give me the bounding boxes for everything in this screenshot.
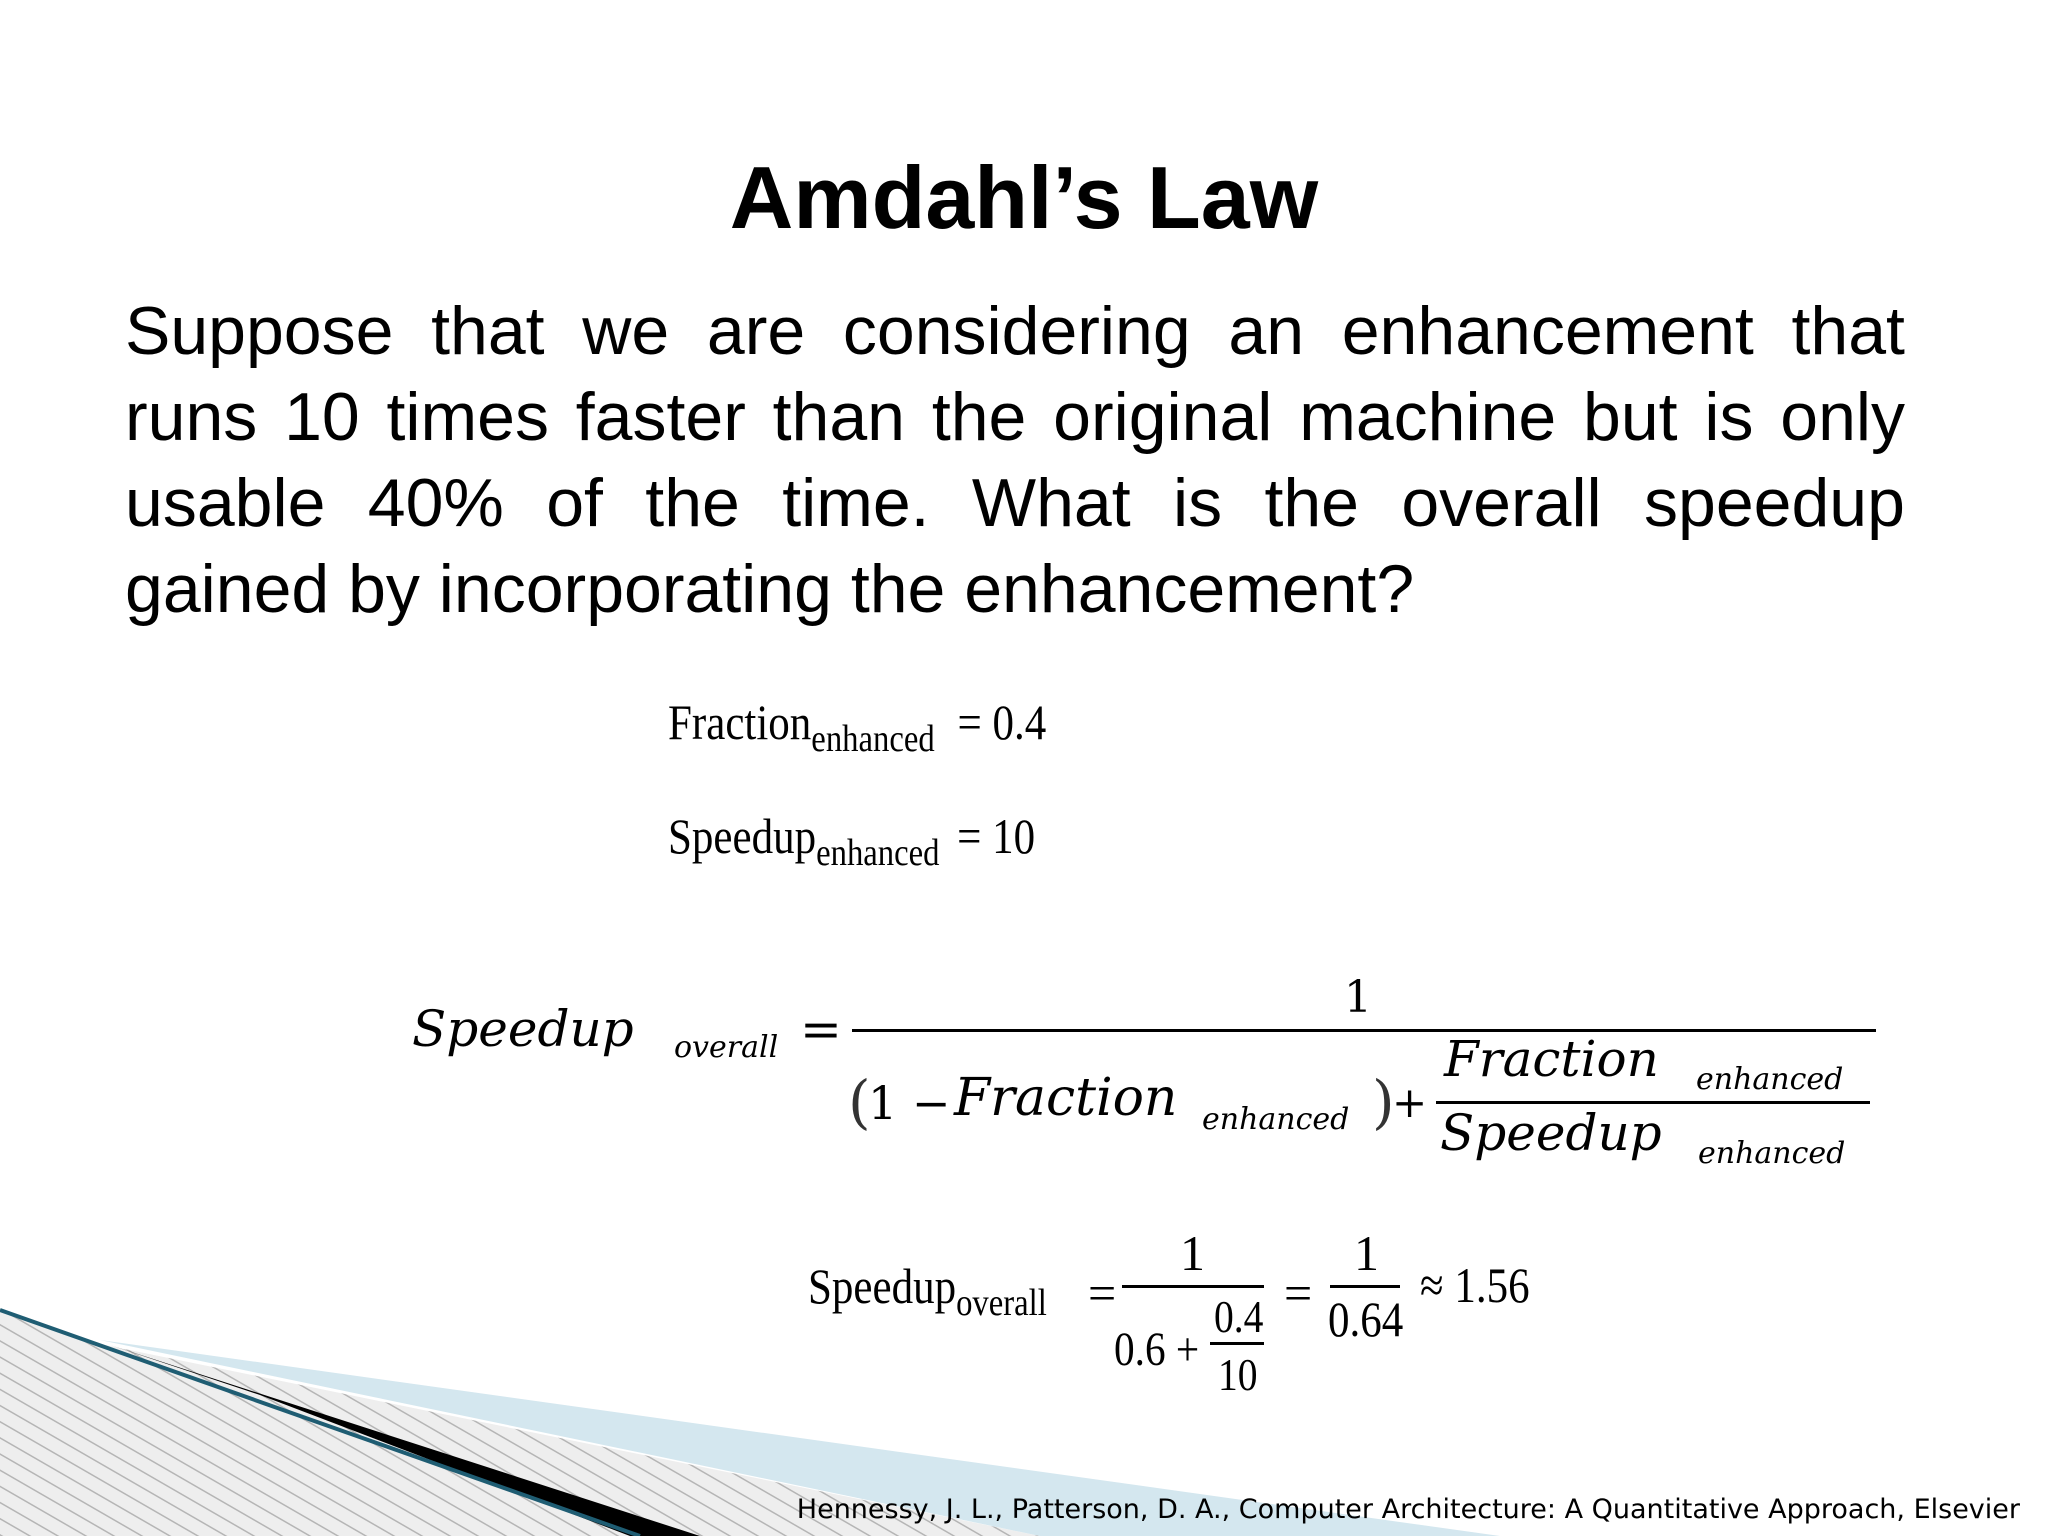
word: enhancement <box>1341 293 1754 369</box>
word: only <box>1780 379 1905 455</box>
word: original <box>1053 379 1273 455</box>
problem-statement <box>125 288 1905 632</box>
word: usable <box>125 465 326 541</box>
slide-title: Amdahl’s Law <box>729 148 1319 247</box>
word: is <box>1172 465 1223 541</box>
word: the <box>1264 465 1359 541</box>
slide: Amdahl’s Law Suppose that we are considering an enhancement that runs 10 times faster than the original machine but is only usable 40% of the time. What is the overall speedup gained by incorporating the enhancement? Fraction$_{enhanced}$ = 0.4 Speedup$_{enhanced}$ = 10 Speedup overall = 1 ( 1 − Fraction enhanced ) + Fraction enhanced Speedup enhanced Speedup$_{overall}$ = 1 0.6 + 0.4 10 = 1 0.64 ≈ 1.56 Hennessy, J. L., Patterson, D. A., Computer Architecture: A Quantitative Approach, Elsevier <box>0 0 2048 1536</box>
word: an <box>1228 293 1305 369</box>
given-speedup: Speedup$_{enhanced}$ = 10 <box>668 808 1036 874</box>
body-line-3 <box>125 460 1905 546</box>
citation: Hennessy, J. L., Patterson, D. A., Computer Architecture: A Quantitative Approach, Elsevier <box>796 1494 2020 1525</box>
word: but <box>1583 379 1678 455</box>
word: the <box>645 465 740 541</box>
calc-fraction-bar-2 <box>1210 1342 1264 1345</box>
word: 10 <box>284 379 360 455</box>
word: What <box>971 465 1131 541</box>
word: are <box>706 293 806 369</box>
word: time. <box>782 465 930 541</box>
word: overall <box>1401 465 1602 541</box>
word: that <box>431 293 545 369</box>
body-line-4: gained by incorporating the enhancement? <box>125 551 1415 627</box>
word: is <box>1704 379 1754 455</box>
word: times <box>386 379 549 455</box>
word: of <box>546 465 603 541</box>
word: machine <box>1299 379 1557 455</box>
body-line-2 <box>125 374 1905 460</box>
word: that <box>1791 293 1905 369</box>
word: faster <box>575 379 746 455</box>
calc-fraction-bar-1 <box>1122 1285 1264 1288</box>
calc-lhs: Speedup$_{overall}$ <box>808 1258 1047 1324</box>
main-fraction-bar <box>852 1029 1876 1032</box>
body-line-1 <box>125 288 1905 374</box>
word: speedup <box>1644 465 1905 541</box>
word: we <box>582 293 670 369</box>
word: runs <box>125 379 258 455</box>
word: than <box>772 379 906 455</box>
word: 40% <box>367 465 504 541</box>
given-fraction: Fraction$_{enhanced}$ = 0.4 <box>668 694 1047 760</box>
word: Suppose <box>125 293 394 369</box>
word: considering <box>842 293 1191 369</box>
calc-fraction-bar-3 <box>1330 1285 1400 1288</box>
word: the <box>931 379 1027 455</box>
